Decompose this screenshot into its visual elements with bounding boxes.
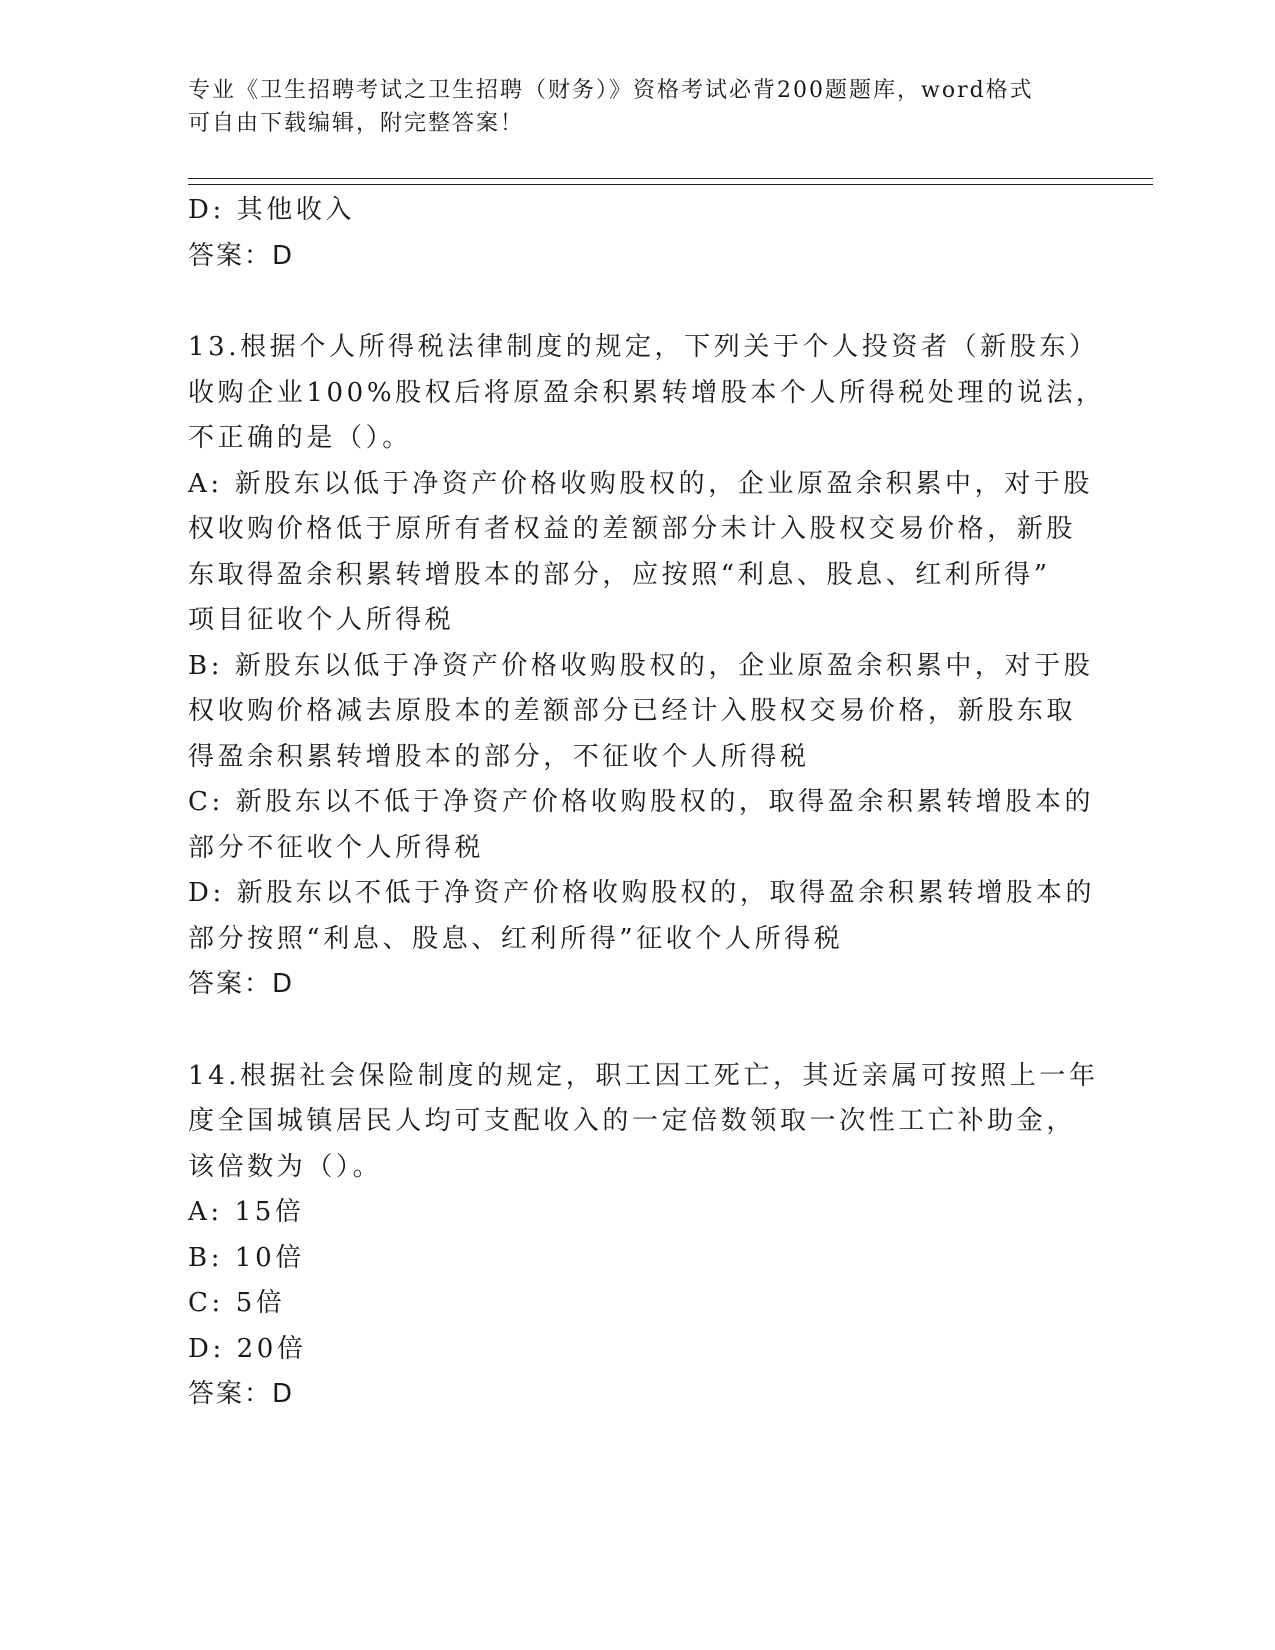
option-d: D: 20倍 [188, 1333, 307, 1364]
option-b: B: 10倍 [188, 1242, 305, 1273]
option-b: B: 新股东以低于净资产价格收购股权的，企业原盈余积累中，对于股 [188, 650, 1094, 681]
option-c: 部分不征收个人所得税 [188, 832, 485, 863]
option-d: D: 新股东以不低于净资产价格收购股权的，取得盈余积累转增股本的 [188, 878, 1096, 908]
question-content [188, 188, 1106, 1418]
spacer [188, 279, 1078, 325]
option-d: 部分按照“利息、股息、红利所得”征收个人所得税 [188, 923, 844, 954]
option-a: 东取得盈余积累转增股本的部分，应按照“利息、股息、红利所得” [188, 559, 1051, 590]
option-d: D: 其他收入 [188, 195, 356, 225]
header-line: 专业《卫生招聘考试之卫生招聘（财务）》资格考试必背200题题库，word格式 [188, 78, 1034, 103]
option-a: A: 15倍 [188, 1197, 305, 1227]
option-c: C: 5倍 [188, 1288, 286, 1318]
answer-label: 答案：D [188, 1379, 295, 1409]
question-stem-line: 收购企业100%股权后将原盈余积累转增股本个人所得税处理的说法， [188, 377, 1106, 408]
option-a: 权收购价格低于原所有者权益的差额部分未计入股权交易价格，新股 [188, 514, 1077, 544]
option-a: 项目征收个人所得税 [188, 605, 455, 635]
spacer [188, 1008, 1078, 1054]
option-b: 得盈余积累转增股本的部分，不征收个人所得税 [188, 741, 810, 772]
header-rule [188, 184, 1153, 185]
answer-label: 答案：D [188, 969, 295, 999]
question-stem-line: 该倍数为（）。 [188, 1151, 383, 1182]
question-14 [188, 1054, 1099, 1418]
question-stem-line: 度全国城镇居民人均可支配收入的一定倍数领取一次性工亡补助金， [188, 1106, 1077, 1136]
page-header [188, 74, 1068, 140]
question-13 [188, 325, 1106, 1008]
option-b: 权收购价格减去原股本的差额部分已经计入股权交易价格，新股东取 [188, 696, 1077, 726]
option-a: A: 新股东以低于净资产价格收购股权的，企业原盈余积累中，对于股 [188, 468, 1094, 499]
header-rule [188, 178, 1153, 179]
answer-label: 答案：D [188, 240, 295, 271]
question-stem-line: 不正确的是（）。 [188, 423, 412, 453]
header-line: 可自由下载编辑，附完整答案！ [188, 111, 525, 136]
option-c: C: 新股东以不低于净资产价格收购股权的，取得盈余积累转增股本的 [188, 787, 1095, 817]
question-stem-line: 14.根据社会保险制度的规定，职工因工死亡，其近亲属可按照上一年 [188, 1060, 1099, 1091]
question-stem-line: 13.根据个人所得税法律制度的规定，下列关于个人投资者（新股东） [188, 332, 1099, 362]
